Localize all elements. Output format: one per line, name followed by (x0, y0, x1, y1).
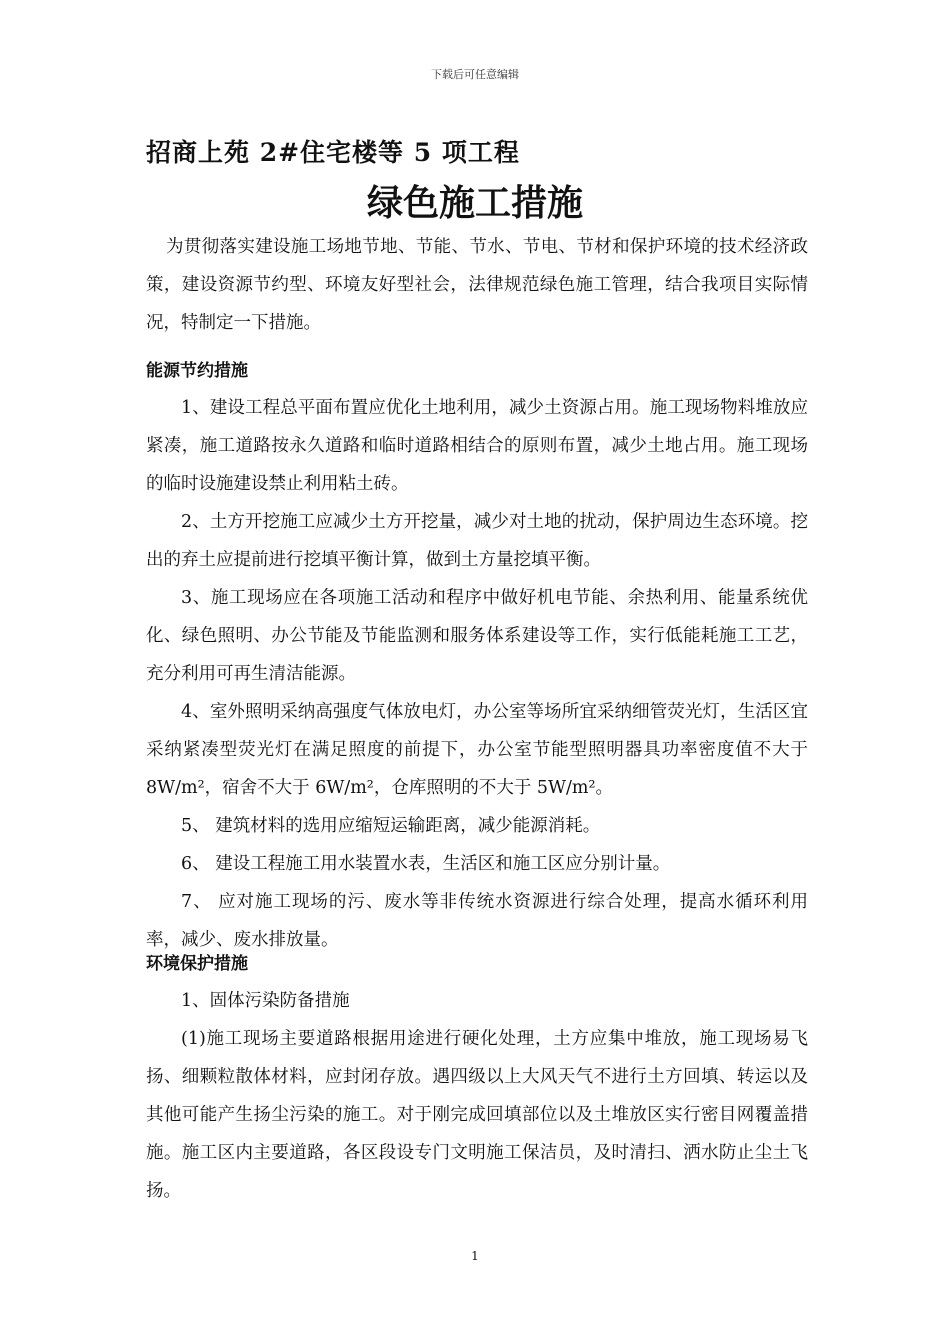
section-environment (146, 945, 808, 983)
section-energy (146, 352, 808, 390)
main-title: 绿色施工措施 (366, 183, 583, 224)
environment-items (146, 982, 808, 1210)
energy-item-7: 7、 应对施工现场的污、废水等非传统水资源进行综合处理，提高水循环利用率，减少、废水排放量。 (146, 892, 808, 950)
document-body (146, 228, 808, 342)
energy-item-2: 2、土方开挖施工应减少土方开挖量，减少对土地的扰动，保护周边生态环境。挖出的弃土应提前进行挖填平衡计算，做到土方量挖填平衡。 (146, 512, 808, 570)
energy-item-5: 5、 建筑材料的选用应缩短运输距离，减少能源消耗。 (181, 816, 601, 836)
energy-item-1: 1、建设工程总平面布置应优化土地利用，减少土资源占用。施工现场物料堆放应紧凑，施工道路按永久道路和临时道路相结合的原则布置，减少土地占用。施工现场的临时设施建设禁止利用粘土砖。 (146, 398, 808, 494)
energy-item-6: 6、 建设工程施工用水装置水表，生活区和施工区应分别计量。 (181, 854, 671, 874)
energy-item-3: 3、施工现场应在各项施工活动和程序中做好机电节能、余热利用、能量系统优化、绿色照明、办公节能及节能监测和服务体系建设等工作，实行低能耗施工工艺，充分利用可再生清洁能源。 (146, 588, 808, 684)
environment-item-1: 1、固体污染防备措施 (181, 991, 350, 1011)
section-heading-energy: 能源节约措施 (146, 361, 248, 381)
intro-paragraph: 为贯彻落实建设施工场地节地、节能、节水、节电、节材和保护环境的技术经济政策，建设资源节约型、环境友好型社会，法律规范绿色施工管理，结合我项目实际情况，特制定一下措施。 (146, 237, 808, 333)
energy-item-4: 4、室外照明采纳高强度气体放电灯，办公室等场所宜采纳细管荧光灯，生活区宜采纳紧凑型荧光灯在满足照度的前提下，办公室节能型照明器具功率密度值不大于 8W/m²，宿舍不大于 6W/m²，仓库照明的不大于 5W/m²。 (146, 702, 808, 798)
page-number: 1 (471, 1249, 479, 1263)
section-heading-environment: 环境保护措施 (146, 954, 248, 974)
energy-items (146, 389, 808, 959)
project-title: 招商上苑 2#住宅楼等 5 项工程 (146, 138, 520, 167)
environment-item-2: (1)施工现场主要道路根据用途进行硬化处理，土方应集中堆放，施工现场易飞扬、细颗粒散体材料，应封闭存放。遇四级以上大风天气不进行土方回填、转运以及其他可能产生扬尘污染的施工。对于刚完成回填部位以及土堆放区实行密目网覆盖措施。施工区内主要道路，各区段设专门文明施工保洁员，及时清扫、洒水防止尘土飞扬。 (146, 1029, 808, 1201)
header-note: 下载后可任意编辑 (431, 68, 519, 81)
